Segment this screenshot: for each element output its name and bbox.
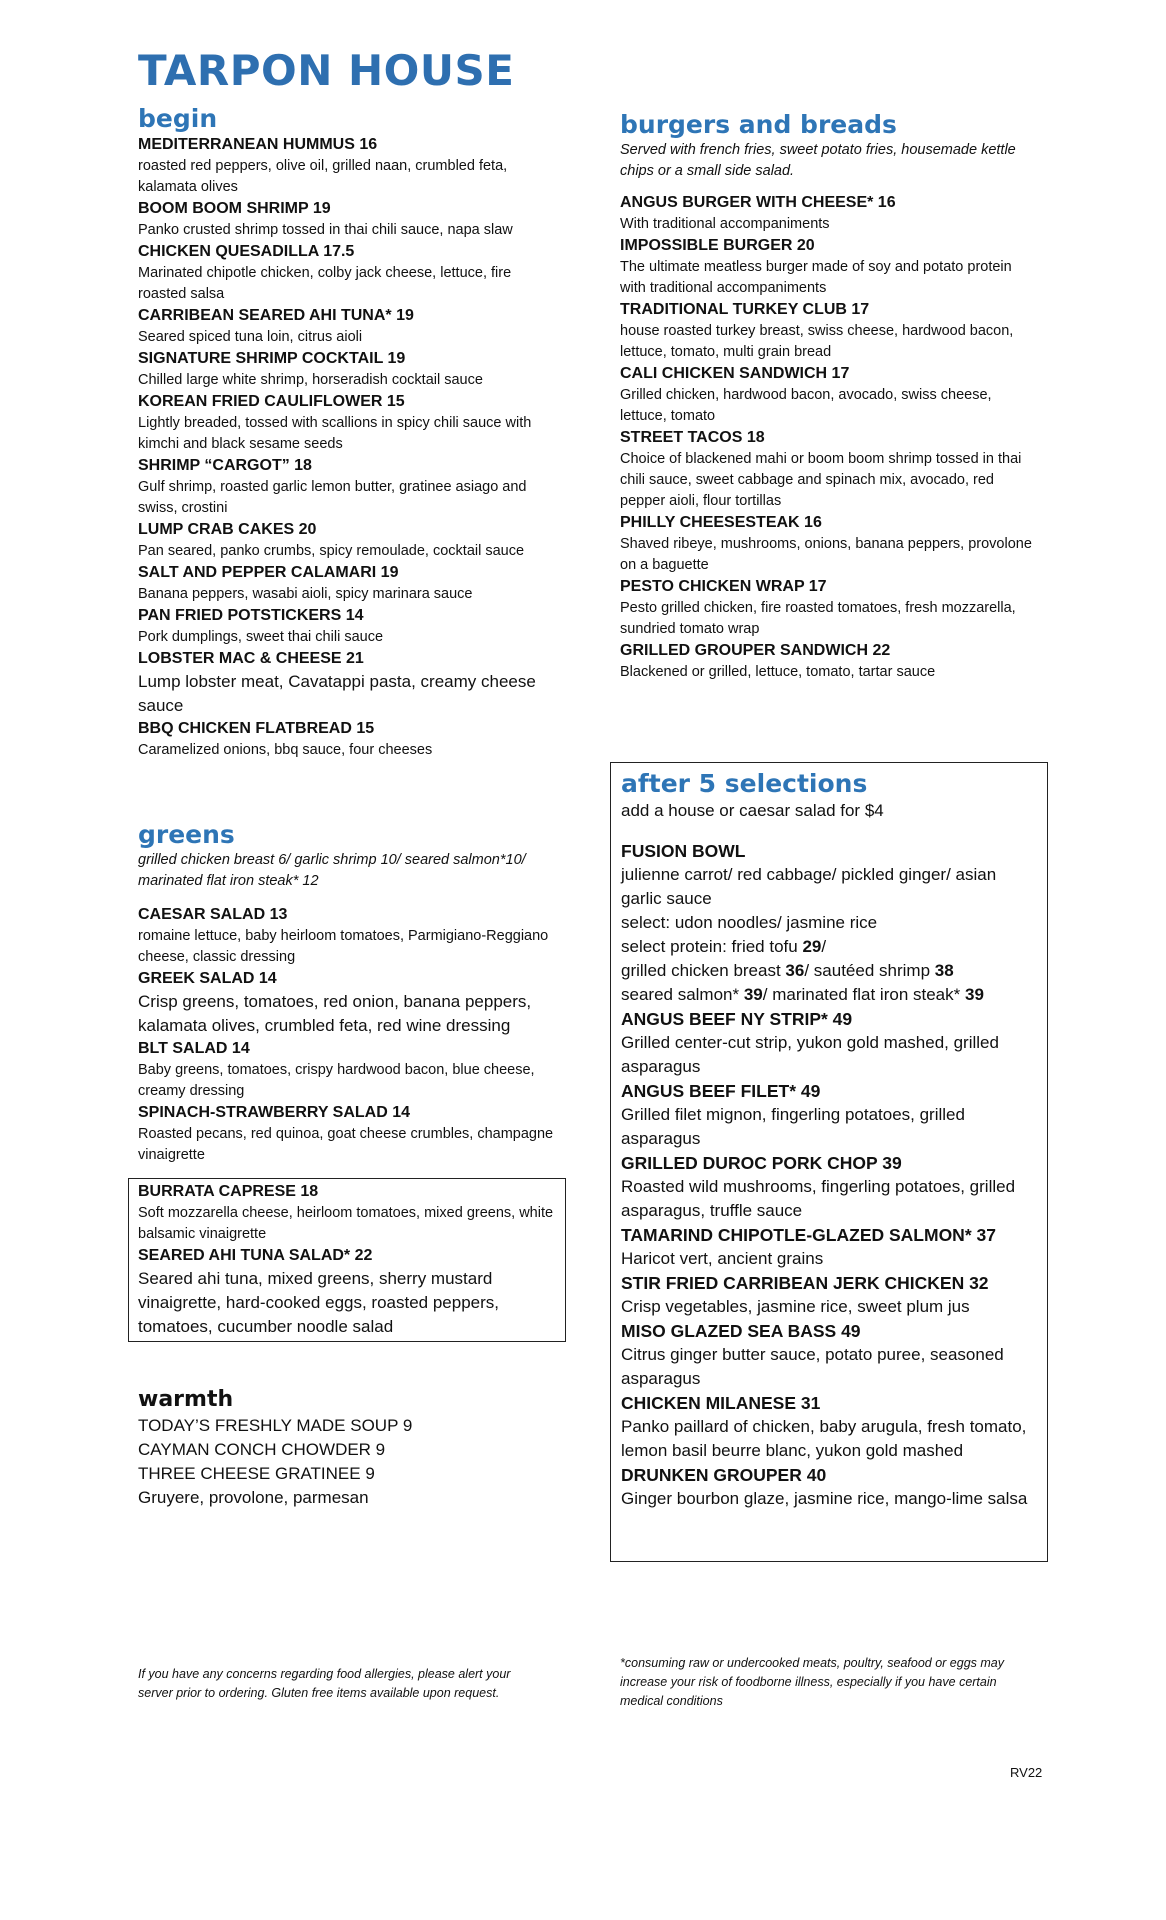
menu-item-desc: Caramelized onions, bbq sauce, four cheeses — [138, 742, 433, 758]
begin-heading: begin — [138, 104, 218, 133]
menu-item-name: MEDITERRANEAN HUMMUS 16 — [138, 136, 378, 153]
menu-item-desc: Choice of blackened mahi or boom boom shrimp tossed in thai chili sauce, sweet cabbage and spinach mix, avocado, red pepper aioli, flour tortillas — [620, 451, 1022, 509]
menu-item-name: CAESAR SALAD 13 — [138, 906, 288, 923]
menu-item-name: DRUNKEN GROUPER 40 — [621, 1465, 827, 1485]
greens-feature-box — [128, 1178, 566, 1342]
after5-section — [611, 763, 1047, 1511]
menu-item-name: PHILLY CHEESESTEAK 16 — [620, 514, 822, 531]
menu-item-desc: Panko crusted shrimp tossed in thai chili sauce, napa slaw — [138, 222, 513, 238]
warmth-section — [138, 1386, 558, 1510]
after5-box — [610, 762, 1048, 1562]
begin-item-list — [138, 134, 558, 761]
menu-item-desc: Lump lobster meat, Cavatappi pasta, creamy cheese sauce — [138, 672, 536, 715]
menu-item-name: IMPOSSIBLE BURGER 20 — [620, 237, 815, 254]
menu-item-desc: Baby greens, tomatoes, crispy hardwood bacon, blue cheese, creamy dressing — [138, 1062, 535, 1099]
menu-item-desc: Roasted pecans, red quinoa, goat cheese crumbles, champagne vinaigrette — [138, 1126, 554, 1163]
menu-item-name: LUMP CRAB CAKES 20 — [138, 521, 317, 538]
greens-heading: greens — [138, 820, 235, 849]
menu-item-desc: Grilled center-cut strip, yukon gold mashed, grilled asparagus — [621, 1033, 999, 1076]
begin-section — [138, 104, 558, 761]
menu-item-name: TRADITIONAL TURKEY CLUB 17 — [620, 301, 870, 318]
menu-item-desc: Crisp vegetables, jasmine rice, sweet plum jus — [621, 1297, 970, 1316]
greens-section — [138, 820, 558, 1166]
menu-item-desc: Shaved ribeye, mushrooms, onions, banana peppers, provolone on a baguette — [620, 536, 1032, 573]
menu-item-name: GRILLED DUROC PORK CHOP 39 — [621, 1153, 902, 1173]
menu-item-desc: Haricot vert, ancient grains — [621, 1249, 824, 1268]
menu-item-name: ANGUS BEEF FILET* 49 — [621, 1081, 821, 1101]
restaurant-title: TARPON HOUSE — [138, 46, 515, 95]
menu-item-name: CHICKEN QUESADILLA 17.5 — [138, 243, 355, 260]
protein-price: 36 — [785, 961, 805, 980]
menu-item-name: SALT AND PEPPER CALAMARI 19 — [138, 564, 399, 581]
menu-item-desc: Pan seared, panko crumbs, spicy remoulade, cocktail sauce — [138, 543, 525, 559]
after5-heading: after 5 selections — [621, 769, 868, 798]
consumer-advisory — [620, 1654, 1040, 1711]
menu-item-desc: Grilled chicken, hardwood bacon, avocado, swiss cheese, lettuce, tomato — [620, 387, 992, 424]
menu-item-name: BOOM BOOM SHRIMP 19 — [138, 200, 331, 217]
menu-item-desc: Marinated chipotle chicken, colby jack cheese, lettuce, fire roasted salsa — [138, 265, 512, 302]
menu-item-name: CARRIBEAN SEARED AHI TUNA* 19 — [138, 307, 414, 324]
menu-item-desc: Pesto grilled chicken, fire roasted tomatoes, fresh mozzarella, sundried tomato wrap — [620, 600, 1016, 637]
protein-price: 39 — [743, 985, 763, 1004]
menu-item-desc: Chilled large white shrimp, horseradish cocktail sauce — [138, 372, 483, 388]
menu-item-name: KOREAN FRIED CAULIFLOWER 15 — [138, 393, 405, 410]
warmth-list — [138, 1414, 558, 1510]
menu-item-desc: The ultimate meatless burger made of soy and potato protein with traditional accompaniments — [620, 259, 1012, 296]
warmth-item: Gruyere, provolone, parmesan — [138, 1488, 369, 1507]
warmth-item: THREE CHEESE GRATINEE 9 — [138, 1464, 375, 1483]
version-code: RV22 — [1010, 1765, 1043, 1780]
protein-label: / marinated flat iron steak* — [762, 985, 965, 1004]
menu-item-desc: Seared spiced tuna loin, citrus aioli — [138, 329, 363, 345]
menu-item-name: GRILLED GROUPER SANDWICH 22 — [620, 642, 891, 659]
protein-label: seared salmon* — [621, 985, 744, 1004]
warmth-heading: warmth — [138, 1387, 234, 1412]
after5-salad-note: add a house or caesar salad for $4 — [621, 801, 884, 820]
menu-item-desc: Panko paillard of chicken, baby arugula, fresh tomato, lemon basil beurre blanc, yukon gold mashed — [621, 1417, 1027, 1460]
burgers-heading: burgers and breads — [620, 110, 897, 139]
menu-item-name: SHRIMP “CARGOT” 18 — [138, 457, 312, 474]
warmth-item: TODAY’S FRESHLY MADE SOUP 9 — [138, 1416, 413, 1435]
menu-item-desc: Roasted wild mushrooms, fingerling potatoes, grilled asparagus, truffle sauce — [621, 1177, 1016, 1220]
greens-feature-list — [129, 1179, 565, 1341]
protein-label: grilled chicken breast — [621, 961, 786, 980]
fusion-bowl-protein-line-1: select protein: fried tofu 29/ — [621, 937, 827, 956]
menu-item-name: BBQ CHICKEN FLATBREAD 15 — [138, 720, 375, 737]
burgers-sides-note: Served with french fries, sweet potato fries, housemade kettle chips or a small side salad. — [620, 142, 1016, 179]
menu-item-desc: Soft mozzarella cheese, heirloom tomatoes, mixed greens, white balsamic vinaigrette — [138, 1205, 554, 1242]
protein-price: 38 — [934, 961, 954, 980]
menu-item-desc: Crisp greens, tomatoes, red onion, banana peppers, kalamata olives, crumbled feta, red wine dressing — [138, 992, 532, 1035]
warmth-item: CAYMAN CONCH CHOWDER 9 — [138, 1440, 386, 1459]
menu-item-name: BLT SALAD 14 — [138, 1040, 250, 1057]
fusion-bowl-protein-line-3 — [621, 983, 1037, 1007]
burgers-item-list — [620, 192, 1040, 683]
fusion-bowl-desc: julienne carrot/ red cabbage/ pickled ginger/ asian garlic sauce — [621, 865, 997, 908]
protein-price: 39 — [964, 985, 984, 1004]
menu-item-name: SPINACH-STRAWBERRY SALAD 14 — [138, 1104, 411, 1121]
greens-addons-note: grilled chicken breast 6/ garlic shrimp 10/ seared salmon*10/ marinated flat iron steak* 12 — [138, 852, 526, 889]
menu-item-name: STIR FRIED CARRIBEAN JERK CHICKEN 32 — [621, 1273, 989, 1293]
menu-item-name: LOBSTER MAC & CHEESE 21 — [138, 650, 364, 667]
greens-item-list — [138, 904, 558, 1166]
fusion-bowl-protein-line-2 — [621, 959, 1037, 983]
menu-item-name: BURRATA CAPRESE 18 — [138, 1183, 319, 1200]
protein-price: 29 — [802, 937, 822, 956]
allergy-notice-text: If you have any concerns regarding food allergies, please alert your server prior to ordering. Gluten free items available upon request. — [138, 1667, 511, 1700]
menu-item-name: TAMARIND CHIPOTLE-GLAZED SALMON* 37 — [621, 1225, 996, 1245]
after5-item-list — [621, 1007, 1037, 1511]
menu-item-name: STREET TACOS 18 — [620, 429, 765, 446]
menu-item-desc: Grilled filet mignon, fingerling potatoes, grilled asparagus — [621, 1105, 965, 1148]
menu-item-name: SIGNATURE SHRIMP COCKTAIL 19 — [138, 350, 406, 367]
menu-item-name: CALI CHICKEN SANDWICH 17 — [620, 365, 850, 382]
menu-item-desc: Banana peppers, wasabi aioli, spicy marinara sauce — [138, 586, 473, 602]
allergy-notice — [138, 1665, 548, 1703]
menu-item-name: GREEK SALAD 14 — [138, 970, 277, 987]
menu-item-desc: Ginger bourbon glaze, jasmine rice, mango-lime salsa — [621, 1489, 1028, 1508]
menu-item-name: MISO GLAZED SEA BASS 49 — [621, 1321, 861, 1341]
protein-label: select protein: fried tofu — [621, 937, 803, 956]
menu-item-name: PESTO CHICKEN WRAP 17 — [620, 578, 827, 595]
protein-label: / sautéed shrimp — [804, 961, 935, 980]
menu-item-desc: roasted red peppers, olive oil, grilled naan, crumbled feta, kalamata olives — [138, 158, 508, 195]
fusion-bowl-noodle-choice: select: udon noodles/ jasmine rice — [621, 913, 878, 932]
menu-item-name: SEARED AHI TUNA SALAD* 22 — [138, 1247, 373, 1264]
burgers-section — [620, 110, 1040, 683]
menu-item-name: ANGUS BURGER WITH CHEESE* 16 — [620, 194, 896, 211]
menu-item-name: CHICKEN MILANESE 31 — [621, 1393, 821, 1413]
menu-item-desc: Seared ahi tuna, mixed greens, sherry mustard vinaigrette, hard-cooked eggs, roasted peppers, tomatoes, cucumber noodle salad — [138, 1269, 500, 1336]
menu-item-name: PAN FRIED POTSTICKERS 14 — [138, 607, 364, 624]
fusion-bowl-name: FUSION BOWL — [621, 841, 746, 861]
menu-item-desc: house roasted turkey breast, swiss cheese, hardwood bacon, lettuce, tomato, multi grain bread — [620, 323, 1014, 360]
menu-item-desc: With traditional accompaniments — [620, 216, 830, 232]
menu-item-desc: Blackened or grilled, lettuce, tomato, tartar sauce — [620, 664, 936, 680]
menu-item-desc: Citrus ginger butter sauce, potato puree, seasoned asparagus — [621, 1345, 1004, 1388]
menu-item-desc: Gulf shrimp, roasted garlic lemon butter, gratinee asiago and swiss, crostini — [138, 479, 527, 516]
consumer-advisory-text: *consuming raw or undercooked meats, poultry, seafood or eggs may increase your risk of foodborne illness, especially if you have certain medical conditions — [620, 1656, 1004, 1708]
menu-item-name: ANGUS BEEF NY STRIP* 49 — [621, 1009, 853, 1029]
menu-item-desc: Pork dumplings, sweet thai chili sauce — [138, 629, 384, 645]
menu-item-desc: Lightly breaded, tossed with scallions in spicy chili sauce with kimchi and black sesame seeds — [138, 415, 532, 452]
menu-item-desc: romaine lettuce, baby heirloom tomatoes, Parmigiano-Reggiano cheese, classic dressing — [138, 928, 549, 965]
